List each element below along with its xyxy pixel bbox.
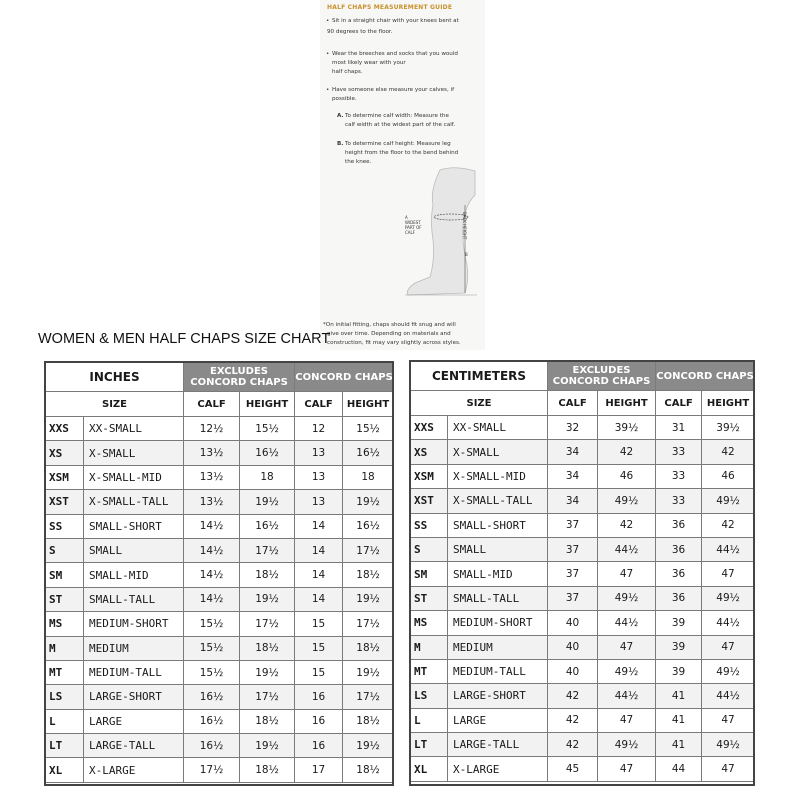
concord-height-value: 49½: [702, 489, 755, 513]
concord-height-value: 17½: [343, 685, 394, 709]
size-row: [46, 660, 394, 684]
size-row: [411, 757, 755, 781]
height-header: HEIGHT: [702, 391, 755, 416]
calf-header: CALF: [184, 392, 240, 417]
size-code: XSM: [46, 465, 84, 489]
guide-bullet-1: • Sit in a straight chair with your knees bent at 90 degrees to the floor.: [332, 16, 459, 38]
excludes-calf-value: 14½: [184, 587, 240, 611]
excludes-calf-value: 37: [548, 562, 598, 586]
excludes-calf-value: 14½: [184, 563, 240, 587]
excludes-height-value: 17½: [240, 612, 295, 636]
label-widest-part: A WIDEST PART OF CALF: [405, 215, 422, 235]
concord-height-value: 44½: [702, 684, 755, 708]
size-name: MEDIUM-SHORT: [84, 612, 184, 636]
excludes-calf-value: 32: [548, 416, 598, 440]
concord-height-value: 44½: [702, 611, 755, 635]
excludes-height-value: 18½: [240, 758, 295, 782]
inches-size-table: [45, 362, 394, 783]
excludes-calf-value: 14½: [184, 514, 240, 538]
excludes-height-value: 18½: [240, 709, 295, 733]
size-row: [411, 684, 755, 708]
concord-height-value: 49½: [702, 733, 755, 757]
concord-height-value: 47: [702, 708, 755, 732]
size-name: MEDIUM-TALL: [448, 659, 548, 683]
excludes-concord-header: EXCLUDES CONCORD CHAPS: [548, 362, 656, 391]
concord-height-value: 19½: [343, 660, 394, 684]
concord-calf-value: 36: [656, 537, 702, 561]
concord-chaps-header: CONCORD CHAPS: [295, 363, 394, 392]
excludes-calf-value: 16½: [184, 685, 240, 709]
size-code: MT: [46, 660, 84, 684]
label-back-height: BACK HEIGHT: [462, 212, 467, 240]
size-code: XL: [46, 758, 84, 782]
excludes-calf-value: 34: [548, 464, 598, 488]
concord-height-value: 49½: [702, 659, 755, 683]
excludes-height-value: 16½: [240, 441, 295, 465]
size-code: LS: [46, 685, 84, 709]
excludes-height-value: 47: [598, 757, 656, 781]
size-code: LT: [411, 733, 448, 757]
excludes-calf-value: 37: [548, 537, 598, 561]
size-name: LARGE-TALL: [448, 733, 548, 757]
excludes-height-value: 19½: [240, 660, 295, 684]
concord-calf-value: 36: [656, 562, 702, 586]
concord-height-value: 42: [702, 440, 755, 464]
size-code: XSM: [411, 464, 448, 488]
calf-header: CALF: [548, 391, 598, 416]
concord-height-value: 49½: [702, 586, 755, 610]
excludes-calf-value: 34: [548, 440, 598, 464]
size-name: X-SMALL: [448, 440, 548, 464]
size-code: XL: [411, 757, 448, 781]
concord-height-value: 19½: [343, 587, 394, 611]
label-b: B: [465, 252, 468, 257]
excludes-calf-value: 16½: [184, 709, 240, 733]
excludes-height-value: 49½: [598, 659, 656, 683]
excludes-height-value: 49½: [598, 733, 656, 757]
size-code: MS: [46, 612, 84, 636]
height-header: HEIGHT: [343, 392, 394, 417]
size-row: [46, 758, 394, 782]
excludes-height-value: 47: [598, 562, 656, 586]
excludes-calf-value: 42: [548, 708, 598, 732]
concord-calf-value: 36: [656, 586, 702, 610]
size-name: SMALL-TALL: [84, 587, 184, 611]
fitting-note: *On initial fitting, chaps should fit snug and will give over time. Depending on materials and construction, fit may vary slightly across styles.: [323, 322, 461, 346]
size-name: LARGE-SHORT: [84, 685, 184, 709]
excludes-calf-value: 13½: [184, 490, 240, 514]
concord-calf-value: 13: [295, 465, 343, 489]
excludes-calf-value: 37: [548, 586, 598, 610]
size-row: [411, 586, 755, 610]
excludes-height-value: 42: [598, 513, 656, 537]
size-code: LS: [411, 684, 448, 708]
size-code: XXS: [46, 417, 84, 441]
size-row: [46, 538, 394, 562]
concord-height-value: 18½: [343, 709, 394, 733]
size-header: SIZE: [46, 392, 184, 417]
size-row: [411, 464, 755, 488]
concord-calf-value: 17: [295, 758, 343, 782]
size-code: L: [46, 709, 84, 733]
size-row: [46, 465, 394, 489]
excludes-height-value: 18: [240, 465, 295, 489]
excludes-height-value: 46: [598, 464, 656, 488]
size-row: [46, 636, 394, 660]
concord-height-value: 17½: [343, 612, 394, 636]
concord-chaps-header: CONCORD CHAPS: [656, 362, 755, 391]
concord-height-value: 42: [702, 513, 755, 537]
excludes-height-value: 39½: [598, 416, 656, 440]
height-header: HEIGHT: [598, 391, 656, 416]
size-row: [46, 685, 394, 709]
size-row: [411, 659, 755, 683]
concord-height-value: 17½: [343, 538, 394, 562]
concord-calf-value: 39: [656, 611, 702, 635]
size-code: XST: [46, 490, 84, 514]
excludes-height-value: 49½: [598, 489, 656, 513]
excludes-height-value: 15½: [240, 417, 295, 441]
excludes-height-value: 47: [598, 708, 656, 732]
concord-calf-value: 44: [656, 757, 702, 781]
size-row: [46, 734, 394, 758]
size-code: XXS: [411, 416, 448, 440]
size-row: [411, 513, 755, 537]
excludes-calf-value: 15½: [184, 636, 240, 660]
concord-height-value: 18½: [343, 636, 394, 660]
concord-calf-value: 33: [656, 464, 702, 488]
concord-calf-value: 15: [295, 660, 343, 684]
unit-header: CENTIMETERS: [411, 362, 548, 391]
concord-height-value: 47: [702, 635, 755, 659]
guide-bullet-3: • Have someone else measure your calves, if possible.: [332, 86, 454, 104]
size-name: MEDIUM: [84, 636, 184, 660]
size-code: M: [46, 636, 84, 660]
size-name: X-SMALL-MID: [84, 465, 184, 489]
excludes-calf-value: 37: [548, 513, 598, 537]
size-name: X-LARGE: [448, 757, 548, 781]
size-name: SMALL-TALL: [448, 586, 548, 610]
concord-calf-value: 39: [656, 659, 702, 683]
concord-calf-value: 13: [295, 441, 343, 465]
excludes-calf-value: 13½: [184, 441, 240, 465]
excludes-calf-value: 42: [548, 684, 598, 708]
concord-calf-value: 36: [656, 513, 702, 537]
size-row: [411, 440, 755, 464]
size-code: LT: [46, 734, 84, 758]
excludes-calf-value: 12½: [184, 417, 240, 441]
concord-calf-value: 12: [295, 417, 343, 441]
excludes-calf-value: 15½: [184, 660, 240, 684]
size-code: XST: [411, 489, 448, 513]
excludes-height-value: 18½: [240, 636, 295, 660]
size-row: [46, 514, 394, 538]
height-header: HEIGHT: [240, 392, 295, 417]
concord-height-value: 15½: [343, 417, 394, 441]
concord-height-value: 18: [343, 465, 394, 489]
size-code: SM: [46, 563, 84, 587]
size-name: XX-SMALL: [448, 416, 548, 440]
excludes-height-value: 16½: [240, 514, 295, 538]
size-row: [411, 489, 755, 513]
excludes-height-value: 47: [598, 635, 656, 659]
size-row: [46, 490, 394, 514]
size-name: SMALL-SHORT: [84, 514, 184, 538]
excludes-height-value: 18½: [240, 563, 295, 587]
size-row: [46, 587, 394, 611]
excludes-calf-value: 16½: [184, 734, 240, 758]
excludes-calf-value: 14½: [184, 538, 240, 562]
size-name: X-LARGE: [84, 758, 184, 782]
size-code: SS: [46, 514, 84, 538]
size-code: M: [411, 635, 448, 659]
concord-height-value: 16½: [343, 514, 394, 538]
excludes-height-value: 44½: [598, 537, 656, 561]
excludes-height-value: 17½: [240, 538, 295, 562]
size-row: [411, 708, 755, 732]
size-row: [46, 709, 394, 733]
size-name: MEDIUM-SHORT: [448, 611, 548, 635]
concord-height-value: 18½: [343, 758, 394, 782]
excludes-height-value: 49½: [598, 586, 656, 610]
concord-calf-value: 15: [295, 636, 343, 660]
excludes-calf-value: 34: [548, 489, 598, 513]
concord-calf-value: 31: [656, 416, 702, 440]
concord-height-value: 47: [702, 757, 755, 781]
calf-header: CALF: [656, 391, 702, 416]
size-name: LARGE: [448, 708, 548, 732]
excludes-concord-header: EXCLUDES CONCORD CHAPS: [184, 363, 295, 392]
excludes-calf-value: 45: [548, 757, 598, 781]
excludes-height-value: 44½: [598, 611, 656, 635]
guide-step-a: A. To determine calf width: Measure the calf width at the widest part of the calf.: [337, 113, 456, 128]
guide-bullet-2: • Wear the breeches and socks that you would most likely wear with your half chaps.: [332, 50, 458, 77]
size-code: XS: [46, 441, 84, 465]
measurement-guide: [320, 0, 485, 350]
size-row: [46, 441, 394, 465]
size-code: MT: [411, 659, 448, 683]
excludes-calf-value: 15½: [184, 612, 240, 636]
size-row: [411, 611, 755, 635]
excludes-height-value: 19½: [240, 587, 295, 611]
size-row: [46, 563, 394, 587]
concord-height-value: 39½: [702, 416, 755, 440]
size-code: SS: [411, 513, 448, 537]
concord-calf-value: 41: [656, 708, 702, 732]
concord-height-value: 44½: [702, 537, 755, 561]
excludes-calf-value: 13½: [184, 465, 240, 489]
concord-calf-value: 14: [295, 514, 343, 538]
chart-title: WOMEN & MEN HALF CHAPS SIZE CHART: [38, 331, 331, 347]
unit-header: INCHES: [46, 363, 184, 392]
size-code: S: [46, 538, 84, 562]
concord-height-value: 16½: [343, 441, 394, 465]
guide-title: HALF CHAPS MEASUREMENT GUIDE: [327, 4, 453, 11]
concord-calf-value: 33: [656, 489, 702, 513]
guide-step-b: B. To determine calf height: Measure leg height from the floor to the bend behind the knee.: [337, 141, 459, 165]
concord-calf-value: 14: [295, 587, 343, 611]
concord-height-value: 46: [702, 464, 755, 488]
size-name: SMALL: [84, 538, 184, 562]
size-name: MEDIUM: [448, 635, 548, 659]
concord-calf-value: 13: [295, 490, 343, 514]
concord-calf-value: 14: [295, 563, 343, 587]
size-name: SMALL-MID: [84, 563, 184, 587]
concord-calf-value: 16: [295, 709, 343, 733]
concord-height-value: 18½: [343, 563, 394, 587]
centimeters-size-table: [410, 361, 755, 782]
concord-calf-value: 39: [656, 635, 702, 659]
concord-height-value: 19½: [343, 490, 394, 514]
excludes-height-value: 19½: [240, 734, 295, 758]
size-code: SM: [411, 562, 448, 586]
excludes-calf-value: 17½: [184, 758, 240, 782]
calf-header: CALF: [295, 392, 343, 417]
size-code: XS: [411, 440, 448, 464]
size-name: MEDIUM-TALL: [84, 660, 184, 684]
size-code: S: [411, 537, 448, 561]
size-name: X-SMALL-TALL: [84, 490, 184, 514]
concord-calf-value: 16: [295, 734, 343, 758]
concord-calf-value: 14: [295, 538, 343, 562]
concord-calf-value: 33: [656, 440, 702, 464]
size-name: LARGE: [84, 709, 184, 733]
excludes-calf-value: 40: [548, 635, 598, 659]
concord-height-value: 19½: [343, 734, 394, 758]
size-name: X-SMALL-MID: [448, 464, 548, 488]
concord-calf-value: 16: [295, 685, 343, 709]
size-row: [411, 562, 755, 586]
size-row: [46, 417, 394, 441]
concord-calf-value: 41: [656, 733, 702, 757]
size-code: L: [411, 708, 448, 732]
size-name: X-SMALL: [84, 441, 184, 465]
excludes-height-value: 42: [598, 440, 656, 464]
size-name: SMALL: [448, 537, 548, 561]
size-row: [46, 612, 394, 636]
size-code: ST: [46, 587, 84, 611]
excludes-height-value: 19½: [240, 490, 295, 514]
size-row: [411, 537, 755, 561]
excludes-height-value: 17½: [240, 685, 295, 709]
size-row: [411, 733, 755, 757]
size-name: SMALL-MID: [448, 562, 548, 586]
size-code: ST: [411, 586, 448, 610]
concord-calf-value: 15: [295, 612, 343, 636]
size-row: [411, 416, 755, 440]
size-name: XX-SMALL: [84, 417, 184, 441]
excludes-calf-value: 40: [548, 659, 598, 683]
size-name: X-SMALL-TALL: [448, 489, 548, 513]
size-name: LARGE-TALL: [84, 734, 184, 758]
size-name: SMALL-SHORT: [448, 513, 548, 537]
concord-calf-value: 41: [656, 684, 702, 708]
size-row: [411, 635, 755, 659]
excludes-calf-value: 42: [548, 733, 598, 757]
excludes-calf-value: 40: [548, 611, 598, 635]
size-header: SIZE: [411, 391, 548, 416]
size-name: LARGE-SHORT: [448, 684, 548, 708]
size-code: MS: [411, 611, 448, 635]
excludes-height-value: 44½: [598, 684, 656, 708]
concord-height-value: 47: [702, 562, 755, 586]
